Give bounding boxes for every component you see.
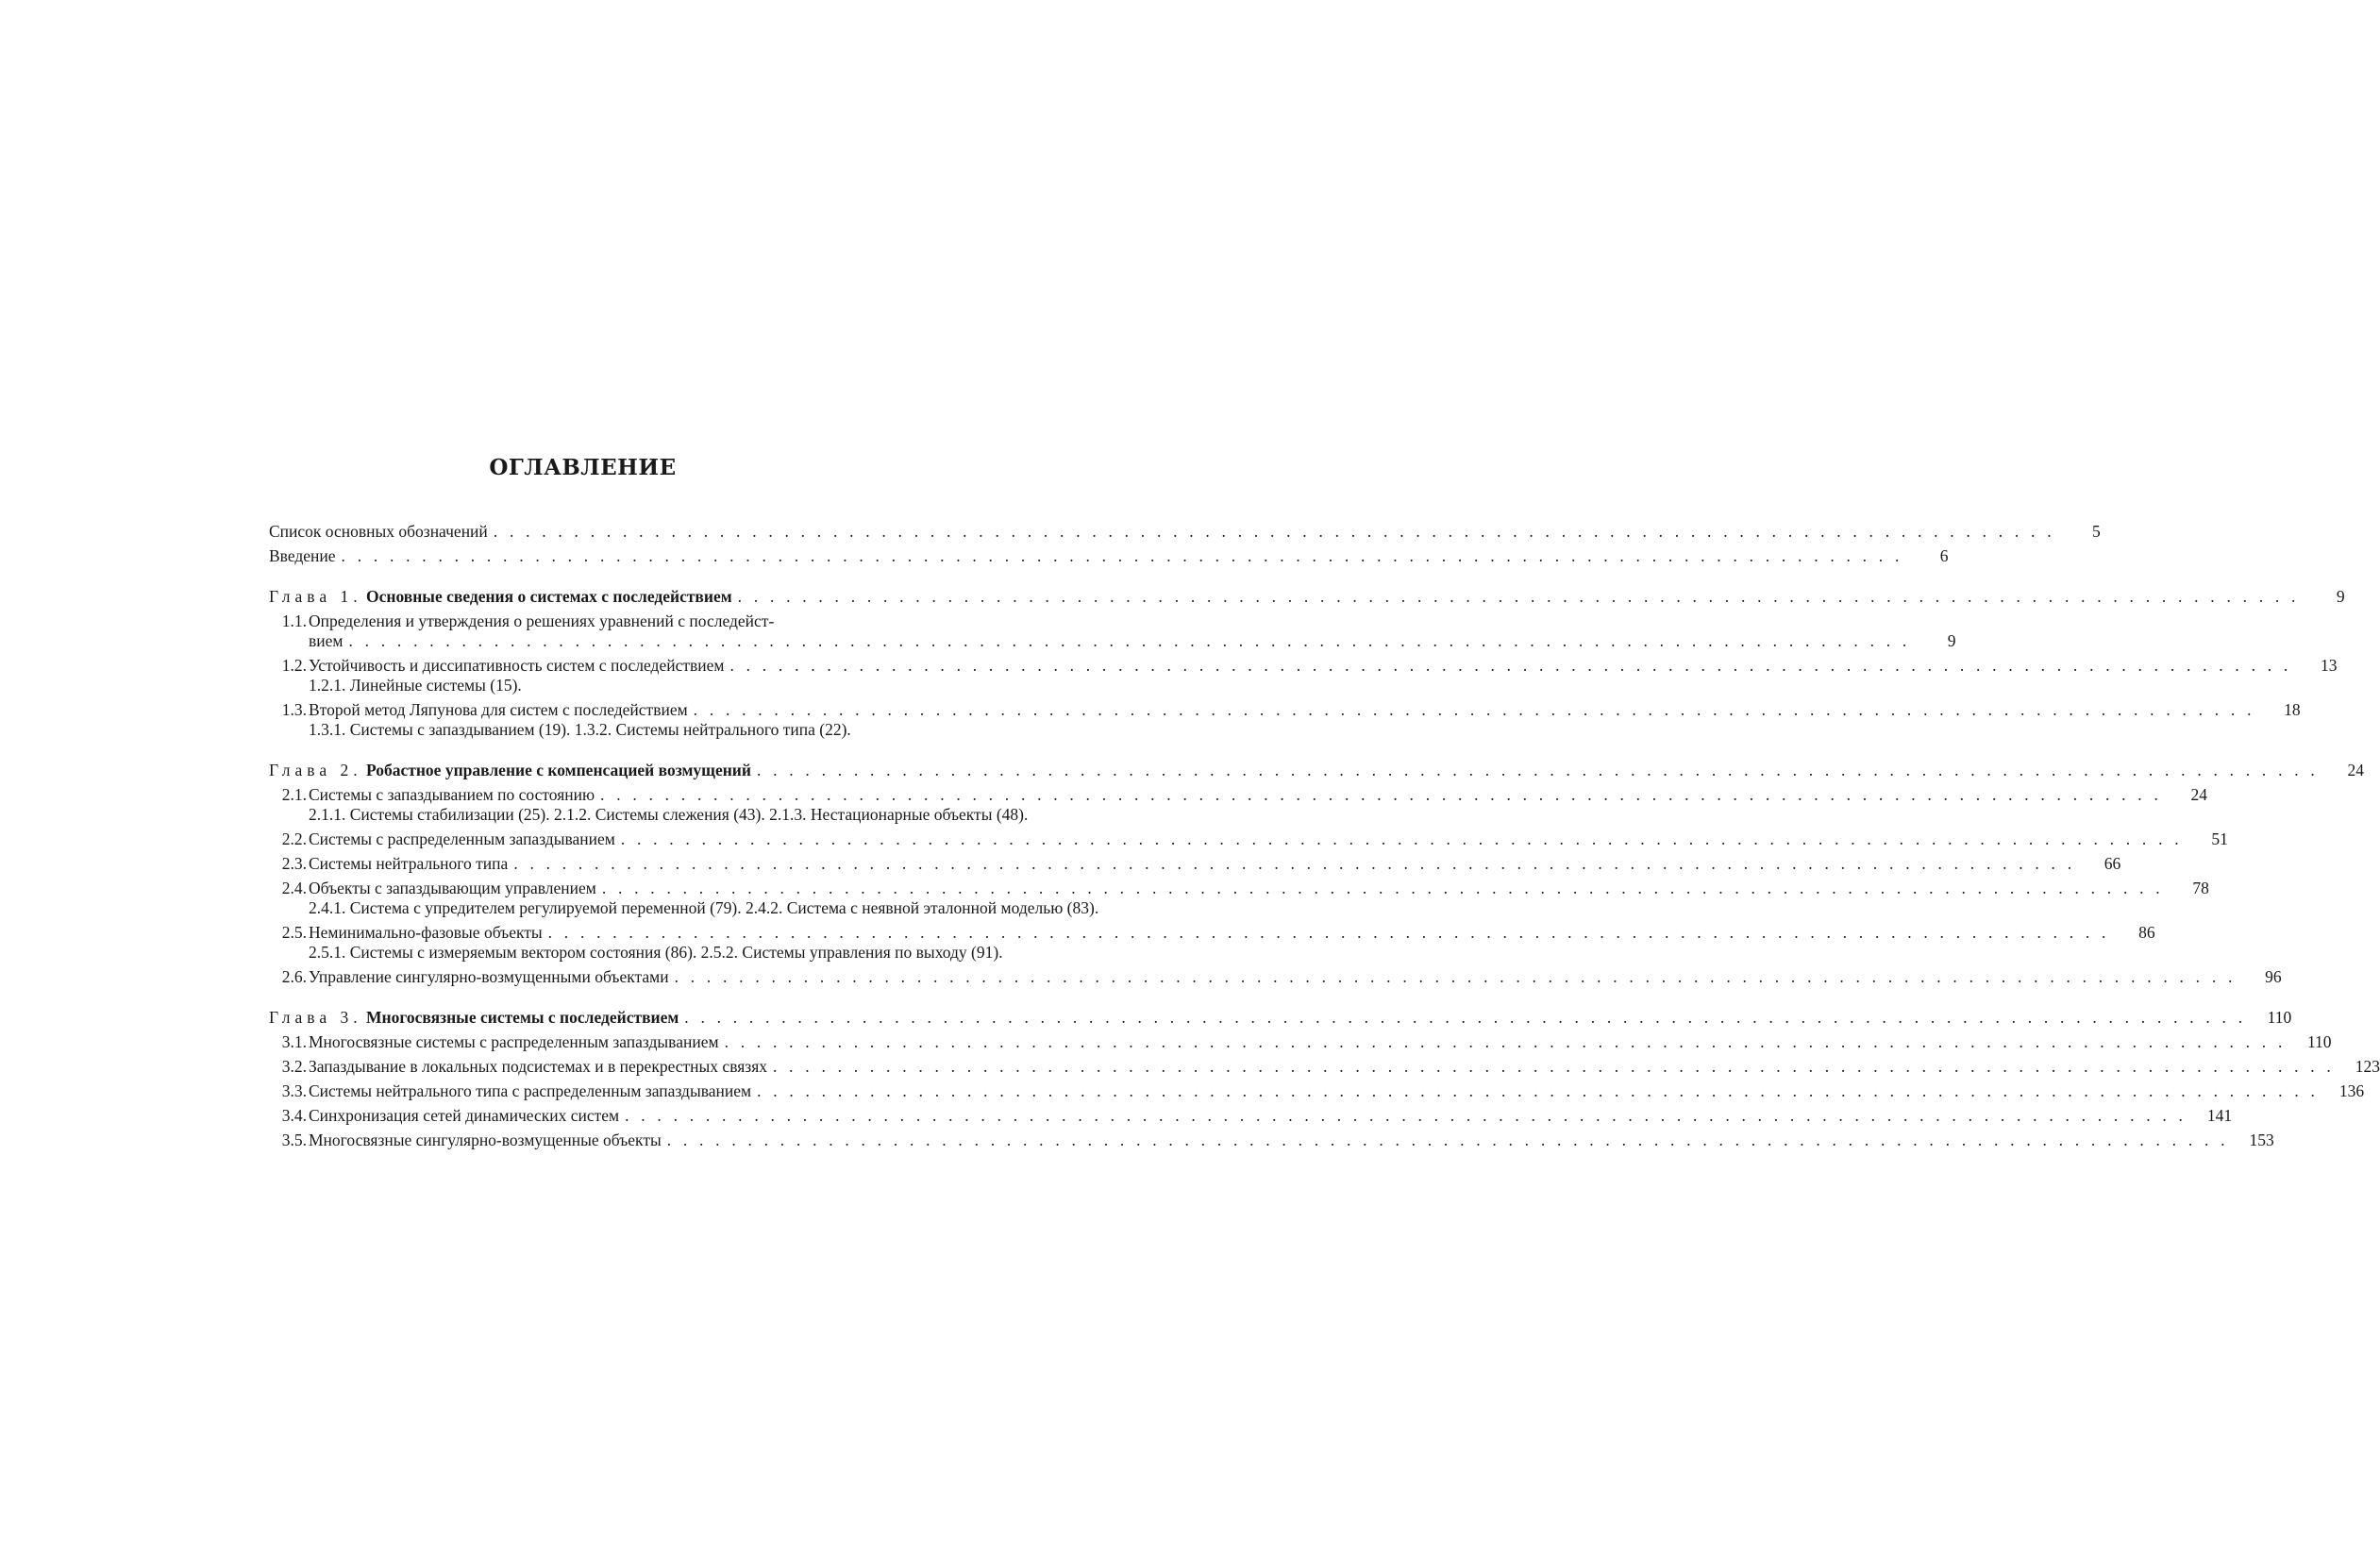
toc-entry-introduction[interactable]: Введение . . . 6 — [269, 546, 893, 566]
toc-chapter-1[interactable]: Глава 1. Основные сведения о системах с последействием . . . 9 — [269, 587, 893, 607]
toc-section-2-2[interactable]: 2.2. Системы с распределенным запаздыванием . . . 51 — [269, 829, 893, 849]
toc-section-3-4[interactable]: 3.4. Синхронизация сетей динамических систем . . . 141 — [269, 1106, 893, 1126]
toc-subsections: 2.5.1. Системы с измеряемым вектором состояния (86). 2.5.2. Системы управления по выходу (91). — [309, 943, 1003, 962]
toc-chapter-3[interactable]: Глава 3. Многосвязные системы с последействием . . . 110 — [269, 1008, 893, 1028]
toc-section-2-5[interactable]: 2.5. Неминимально-фазовые объекты . . . 86 2.5.1. Системы с измеряемым вектором состояния (86). 2.5.2. Системы управления по выходу (91). — [269, 923, 893, 963]
toc-chapter-2[interactable]: Глава 2. Робастное управление с компенсацией возмущений . . . 24 — [269, 761, 893, 780]
toc-section-3-2[interactable]: 3.2. Запаздывание в локальных подсистемах и в перекрестных связях . . . 123 — [269, 1057, 893, 1077]
toc-section-2-1[interactable]: 2.1. Системы с запаздыванием по состоянию . . . 24 2.1.1. Системы стабилизации (25). 2.1.2. Системы слежения (43). 2.1.3. Нестационарные объекты (48). — [269, 785, 893, 825]
toc-section-2-3[interactable]: 2.3. Системы нейтрального типа . . . 66 — [269, 854, 893, 874]
toc-subsections: 1.3.1. Системы с запаздыванием (19). 1.3.2. Системы нейтрального типа (22). — [309, 720, 851, 739]
page-title: ОГЛАВЛЕНИЕ — [489, 455, 677, 480]
toc-section-2-6[interactable]: 2.6. Управление сингулярно-возмущенными объектами . . . 96 — [269, 967, 893, 987]
toc-section-2-4[interactable]: 2.4. Объекты с запаздывающим управлением . . . 78 2.4.1. Система с упредителем регулируемой переменной (79). 2.4.2. Система с неявной эталонной моделью (83). — [269, 879, 893, 918]
toc-section-3-1[interactable]: 3.1. Многосвязные системы с распределенным запаздыванием . . . 110 — [269, 1032, 893, 1052]
toc-section-1-3[interactable]: 1.3. Второй метод Ляпунова для систем с последействием . . . 18 1.3.1. Системы с запаздыванием (19). 1.3.2. Системы нейтрального типа (22). — [269, 700, 893, 740]
toc-section-1-1[interactable]: 1.1. Определения и утверждения о решениях уравнений с последейст- вием . . . 9 — [269, 611, 893, 651]
toc-subsections: 2.1.1. Системы стабилизации (25). 2.1.2. Системы слежения (43). 2.1.3. Нестационарные объекты (48). — [309, 805, 1029, 824]
toc-subsections: 2.4.1. Система с упредителем регулируемой переменной (79). 2.4.2. Система с неявной эталонной моделью (83). — [309, 898, 1099, 917]
toc-entry-notation[interactable]: Список основных обозначений . . . 5 — [269, 522, 893, 542]
toc-section-3-3[interactable]: 3.3. Системы нейтрального типа с распределенным запаздыванием . . . 136 — [269, 1081, 893, 1101]
toc-section-3-5[interactable]: 3.5. Многосвязные сингулярно-возмущенные объекты . . . 153 — [269, 1131, 893, 1150]
toc-subsections: 1.2.1. Линейные системы (15). — [309, 676, 522, 695]
table-of-contents — [269, 522, 2380, 1150]
toc-section-1-2[interactable]: 1.2. Устойчивость и диссипативность систем с последействием . . . 13 1.2.1. Линейные системы (15). — [269, 656, 893, 695]
